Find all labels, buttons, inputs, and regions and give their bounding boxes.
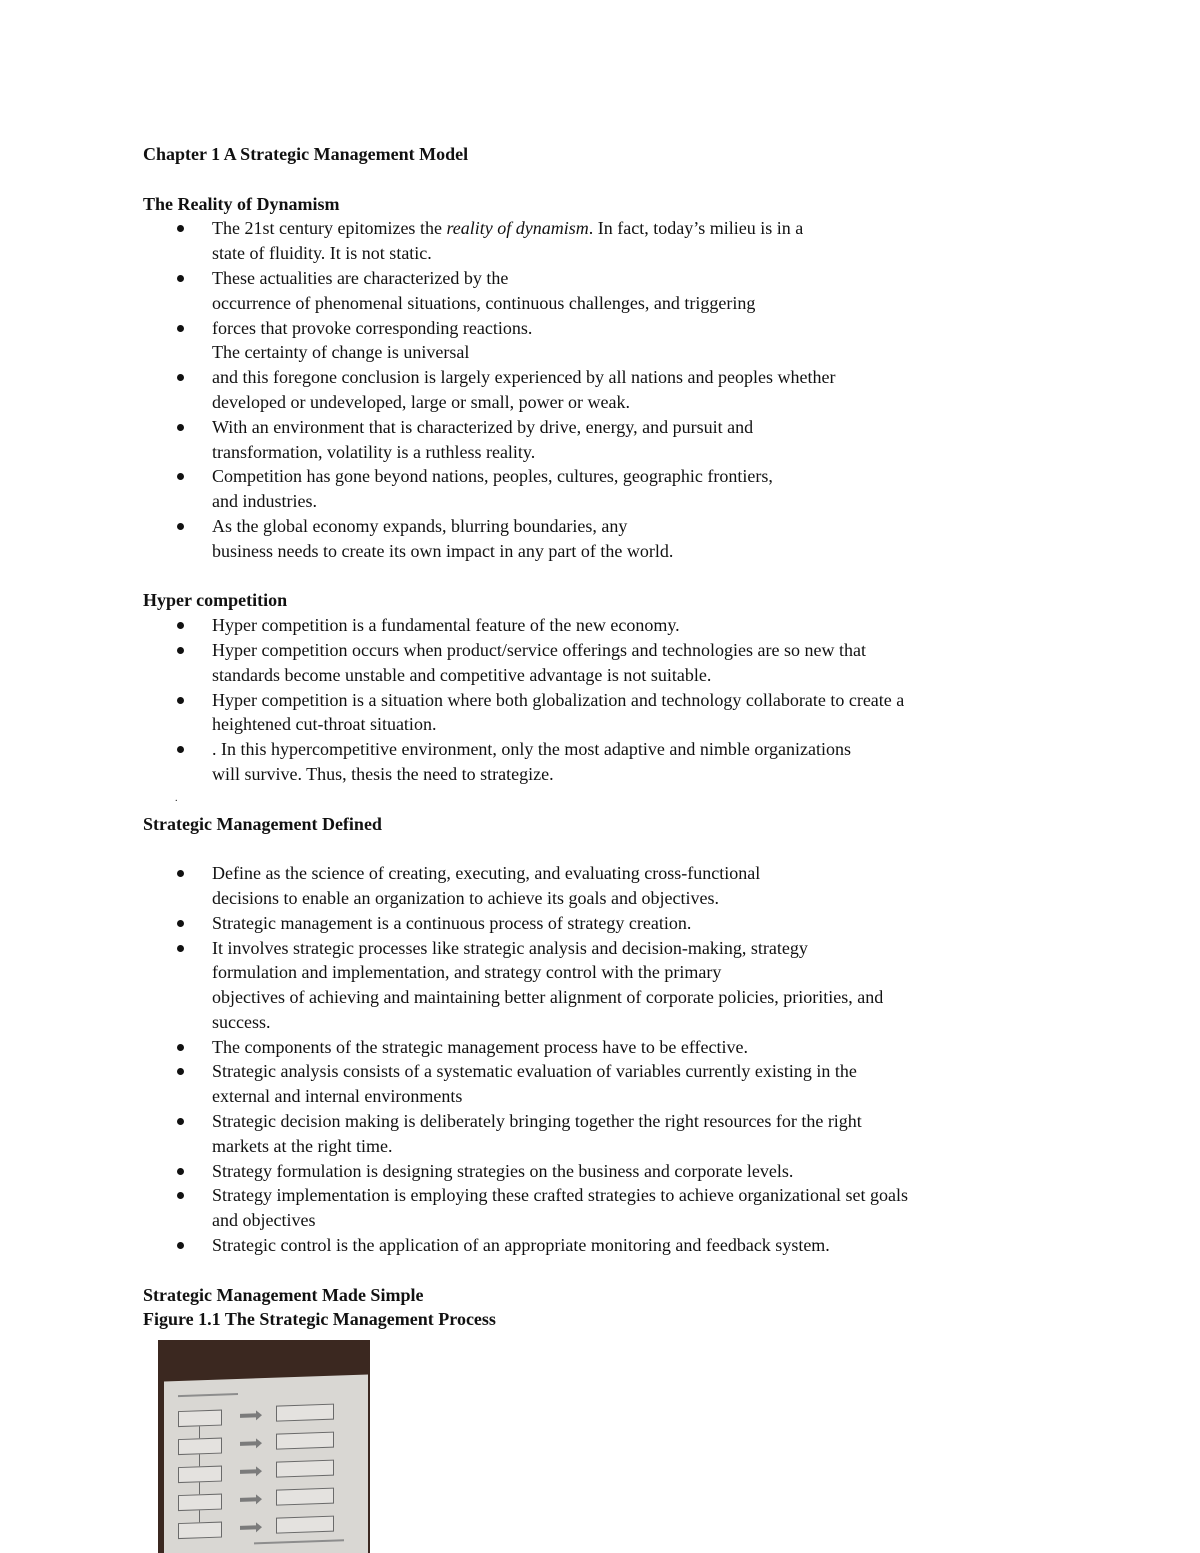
bullet-icon — [177, 1068, 184, 1075]
photo-box — [276, 1488, 334, 1506]
list-item: Hyper competition occurs when product/service offerings and technologies are so new that standards become unstable and competitive advantage is not suitable. — [143, 638, 1063, 688]
bullet-icon — [177, 746, 184, 753]
photo-box — [276, 1404, 334, 1422]
bullet-icon — [177, 374, 184, 381]
list-item: The components of the strategic management process have to be effective. — [143, 1035, 1063, 1060]
list-item: Strategic management is a continuous process of strategy creation. — [143, 911, 1063, 936]
process-figure-photo — [158, 1340, 370, 1553]
list-item: Hyper competition is a situation where both globalization and technology collaborate to create a heightened cut-throat situation. — [143, 688, 1063, 738]
bullet-icon — [177, 945, 184, 952]
arrow-icon — [240, 1441, 256, 1446]
list-item: . In this hypercompetitive environment, only the most adaptive and nimble organizations will survive. Thus, thesis the need to strategize. — [143, 737, 1063, 787]
list-item: Define as the science of creating, executing, and evaluating cross-functional decisions to enable an organization to achieve its goals and objectives. — [143, 861, 1063, 911]
bullet-icon — [177, 870, 184, 877]
arrow-icon — [240, 1525, 256, 1530]
bullet-icon — [177, 523, 184, 530]
photo-connector — [199, 1454, 200, 1466]
list-item: Hyper competition is a fundamental feature of the new economy. — [143, 613, 1063, 638]
list-item: Strategic decision making is deliberately bringing together the right resources for the right markets at the right time. — [143, 1109, 1063, 1159]
document-body — [143, 142, 1063, 1332]
bullet-icon — [177, 1192, 184, 1199]
photo-box — [178, 1494, 222, 1512]
photo-box — [178, 1522, 222, 1540]
photo-box — [276, 1432, 334, 1450]
section-heading-hyper-competition: Hyper competition — [143, 590, 288, 611]
list-item: As the global economy expands, blurring boundaries, any business needs to create its own impact in any part of the world. — [143, 514, 1063, 564]
list-item: Competition has gone beyond nations, peoples, cultures, geographic frontiers, and industries. — [143, 464, 1063, 514]
bullet-icon — [177, 1044, 184, 1051]
photo-text-line — [254, 1539, 344, 1544]
list-item: Strategy implementation is employing these crafted strategies to achieve organizational set goals and objectives — [143, 1183, 1063, 1233]
strategic-management-list — [143, 861, 1063, 1258]
bullet-icon — [177, 275, 184, 282]
list-item: With an environment that is characterized by drive, energy, and pursuit and transformation, volatility is a ruthless reality. — [143, 415, 1063, 465]
arrow-icon — [240, 1469, 256, 1474]
photo-paper — [164, 1374, 368, 1553]
section-heading-dynamism: The Reality of Dynamism — [143, 193, 340, 214]
photo-connector — [199, 1426, 200, 1438]
photo-connector — [199, 1482, 200, 1494]
photo-box — [178, 1466, 222, 1484]
arrow-icon — [240, 1497, 256, 1502]
section-heading-strategic-management-defined: Strategic Management Defined — [143, 813, 382, 834]
bullet-icon — [177, 697, 184, 704]
section-heading-made-simple: Strategic Management Made Simple — [143, 1284, 424, 1305]
list-item: Strategic analysis consists of a systematic evaluation of variables currently existing in the external and internal environments — [143, 1059, 1063, 1109]
stray-mark: . — [175, 792, 178, 804]
chapter-title: Chapter 1 A Strategic Management Model — [143, 144, 469, 164]
bullet-icon — [177, 325, 184, 332]
photo-box — [178, 1438, 222, 1456]
bullet-icon — [177, 920, 184, 927]
photo-box — [276, 1516, 334, 1534]
list-item: and this foregone conclusion is largely experienced by all nations and peoples whether developed or undeveloped, large or small, power or weak. — [143, 365, 1063, 415]
hyper-competition-list — [143, 613, 1063, 787]
figure-caption: Figure 1.1 The Strategic Management Process — [143, 1309, 496, 1330]
bullet-icon — [177, 225, 184, 232]
bullet-icon — [177, 473, 184, 480]
photo-text-line — [178, 1393, 238, 1397]
bullet-icon — [177, 1118, 184, 1125]
bullet-icon — [177, 622, 184, 629]
bullet-icon — [177, 647, 184, 654]
list-item: Strategy formulation is designing strategies on the business and corporate levels. — [143, 1159, 1063, 1184]
photo-box — [276, 1460, 334, 1478]
photo-connector — [199, 1510, 200, 1522]
bullet-icon — [177, 1242, 184, 1249]
list-item: forces that provoke corresponding reactions. The certainty of change is universal — [143, 316, 1063, 366]
list-item: These actualities are characterized by the occurrence of phenomenal situations, continuous challenges, and triggering — [143, 266, 1063, 316]
bullet-icon — [177, 1168, 184, 1175]
arrow-icon — [240, 1413, 256, 1418]
list-item: Strategic control is the application of an appropriate monitoring and feedback system. — [143, 1233, 1063, 1258]
list-item: The 21st century epitomizes the reality of dynamism. In fact, today’s milieu is in a state of fluidity. It is not static. — [143, 216, 1063, 266]
list-item: It involves strategic processes like strategic analysis and decision-making, strategy formulation and implementation, and strategy control with the primary objectives of achieving and maintaining better alignment of corporate policies, priorities, and success. — [143, 936, 1063, 1035]
photo-box — [178, 1410, 222, 1428]
dynamism-list — [143, 216, 1063, 563]
bullet-icon — [177, 424, 184, 431]
